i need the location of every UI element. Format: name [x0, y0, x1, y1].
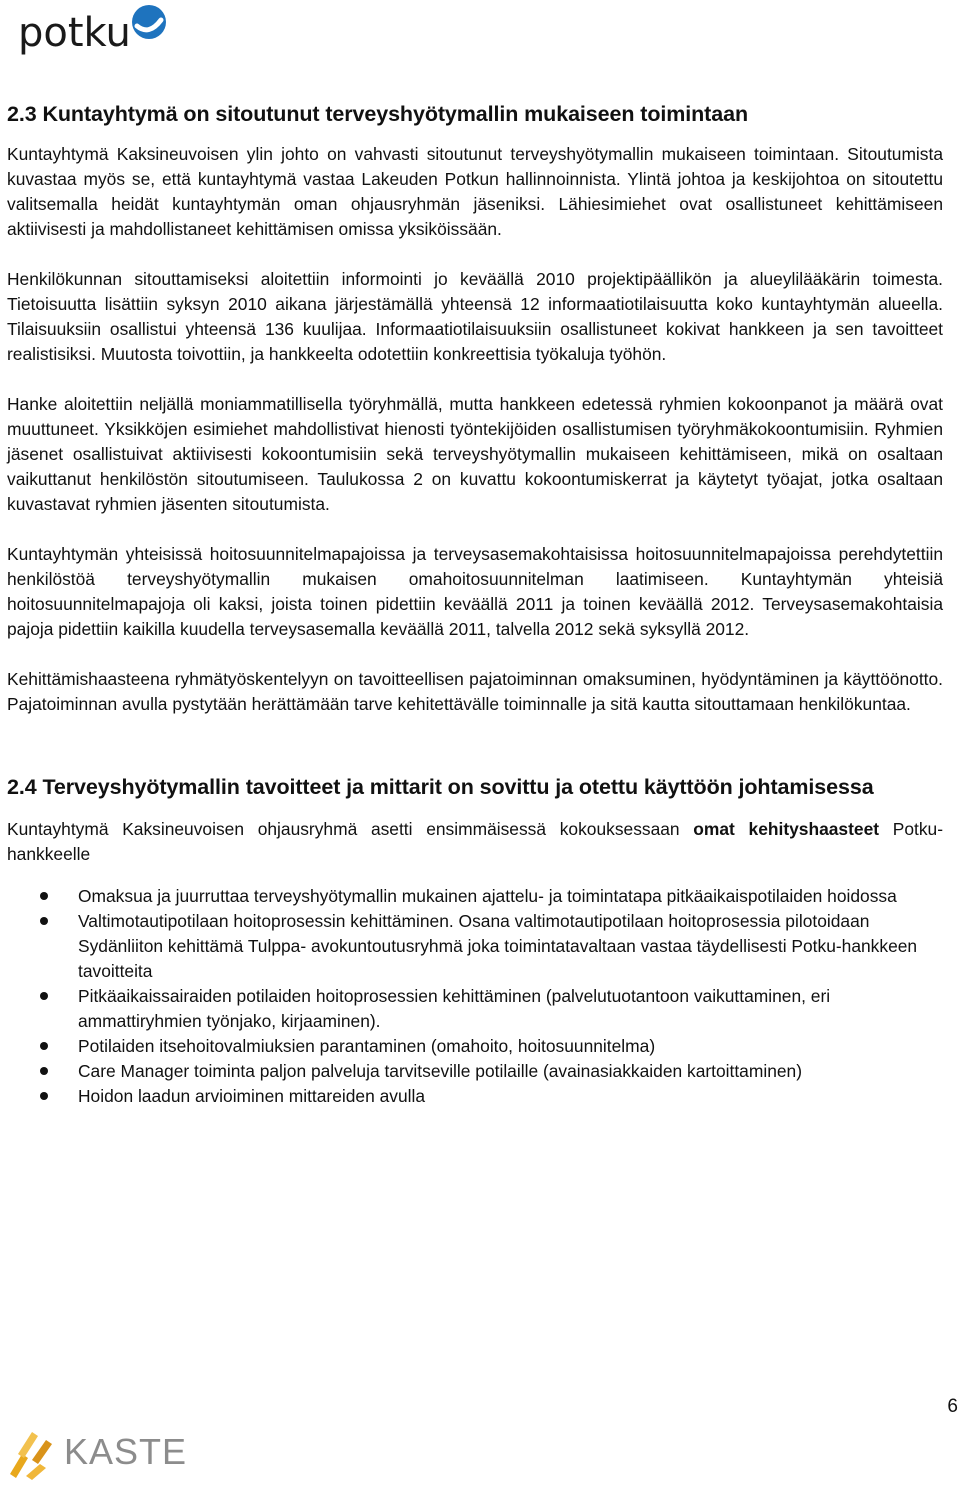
- lead-bold: omat kehityshaasteet: [693, 819, 880, 839]
- lead-prefix: Kuntayhtymä Kaksineuvoisen ohjausryhmä asetti ensimmäisessä kokouksessaan: [7, 819, 694, 839]
- bullet-icon: [40, 1067, 48, 1075]
- kaste-logo: [6, 1414, 216, 1482]
- section-2-4-lead: [7, 817, 943, 867]
- section-2-3-paragraph-3: Hanke aloitettiin neljällä moniammatillisella työryhmällä, mutta hankkeen edetessä ryhmien kokoonpanot ja määrä ovat muuttuneet. Yksikköjen esimiehet mahdollistivat hienosti työntekijöiden osallistumisen työryhmäkokoontumisiin. Ryhmien jäsenet osallistuivat aktiivisesti kokoontumisiin sekä terveyshyötymallin mukaiseen kehittämiseen, mikä on osaltaan vaikuttanut henkilöstön sitoutumiseen. Taulukossa 2 on kuvattu kokoontumiskerrat ja käytetyt työajat, jotka osaltaan kuvastavat ryhmien jäsenten sitoutumista.: [7, 394, 943, 514]
- list-item: [7, 984, 943, 1034]
- list-item: [7, 1059, 943, 1084]
- page-number: 6: [947, 1396, 958, 1417]
- list-item-text: Hoidon laadun arvioiminen mittareiden avulla: [78, 1086, 426, 1106]
- list-item-text: Omaksua ja juurruttaa terveyshyötymallin mukainen ajattelu- ja toimintatapa pitkäaikaispotilaiden hoidossa: [78, 886, 897, 906]
- bullet-icon: [40, 892, 48, 900]
- list-item-text: Pitkäaikaissairaiden potilaiden hoitoprosessien kehittäminen (palvelutuotantoon vaikuttaminen, eri ammattiryhmien työnjako, kirjaaminen).: [78, 986, 831, 1031]
- lead-suffix: Potku-hankkeelle: [7, 819, 943, 864]
- kaste-logo-mark: [10, 1432, 52, 1480]
- goals-list: [7, 884, 943, 1109]
- list-item-text: Potilaiden itsehoitovalmiuksien parantaminen (omahoito, hoitosuunnitelma): [78, 1036, 656, 1056]
- bullet-icon: [40, 992, 48, 1000]
- section-2-3-paragraph-2: Henkilökunnan sitouttamiseksi aloitettiin informointi jo keväällä 2010 projektipäällikön ja alueylilääkärin toimesta. Tietoisuutta lisättiin syksyn 2010 aikana järjestämällä yhteensä 12 informaatiotilaisuutta koko kuntayhtymän alueella. Tilaisuuksiin osallistui yhteensä 136 kuulijaa. Informaatiotilaisuuksiin osallistuneet kokivat hankkeen ja sen tavoitteet realistisiksi. Muutosta toivottiin, ja hankkeelta odotettiin konkreettisia työkaluja työhön.: [7, 269, 943, 364]
- list-item: [7, 909, 943, 984]
- section-2-3-paragraph-4: Kuntayhtymän yhteisissä hoitosuunnitelmapajoissa ja terveysasemakohtaisissa hoitosuunnitelmapajoissa perehdytettiin henkilöstöä terveyshyötymallin mukaisen omahoitosuunnitelman laatimiseen. Kuntayhtymän yhteisiä hoitosuunnitelmapajoja oli kaksi, joista toinen pidettiin keväällä 2011 ja toinen keväällä 2012. Terveysasemakohtaisia pajoja pidettiin kaikilla kuudella terveysasemalla keväällä 2011, talvella 2012 sekä syksyllä 2012.: [7, 544, 943, 639]
- kaste-logo-text: KASTE: [64, 1431, 188, 1472]
- list-item-text: Care Manager toiminta paljon palveluja tarvitseville potilaille (avainasiakkaiden kartoittaminen): [78, 1061, 803, 1081]
- bullet-icon: [40, 1092, 48, 1100]
- document-body: [7, 100, 943, 1109]
- section-2-3-heading: 2.3 Kuntayhtymä on sitoutunut terveyshyötymallin mukaiseen toimintaan: [7, 102, 748, 126]
- potku-logo: [18, 2, 170, 62]
- list-item: [7, 1034, 943, 1059]
- potku-logo-text: potku: [18, 10, 131, 56]
- section-2-3-paragraph-5: Kehittämishaasteena ryhmätyöskentelyyn on tavoitteellisen pajatoiminnan omaksuminen, hyödyntäminen ja käyttöönotto. Pajatoiminnan avulla pystytään herättämään tarve kehitettävälle toiminnalle ja sitä kautta sitouttamaan henkilökuntaa.: [7, 669, 943, 714]
- list-item: [7, 1084, 943, 1109]
- bullet-icon: [40, 917, 48, 925]
- section-2-4-heading: 2.4 Terveyshyötymallin tavoitteet ja mittarit on sovittu ja otettu käyttöön johtamisessa: [7, 775, 874, 799]
- bullet-icon: [40, 1042, 48, 1050]
- list-item-text: Valtimotautipotilaan hoitoprosessin kehittäminen. Osana valtimotautipotilaan hoitoprosessia pilotoidaan Sydänliiton kehittämä Tulppa- avokuntoutusryhmä joka toimintatavaltaan vastaa täydellisesti Potku-hankkeen tavoitteita: [78, 911, 918, 981]
- section-2-3-paragraph-1: Kuntayhtymä Kaksineuvoisen ylin johto on vahvasti sitoutunut terveyshyötymallin mukaiseen toimintaan. Sitoutumista kuvastaa myös se, että kuntayhtymä vastaa Lakeuden Potkun hallinnoinnista. Ylintä johtoa ja keskijohtoa on sitoutettu valitsemalla heidät kuntayhtymän oman ohjausryhmän jäseniksi. Lähiesimiehet ovat osallistuneet kehittämiseen aktiivisesti ja mahdollistaneet kehittämisen omissa yksiköissään.: [7, 144, 943, 239]
- list-item: [7, 884, 943, 909]
